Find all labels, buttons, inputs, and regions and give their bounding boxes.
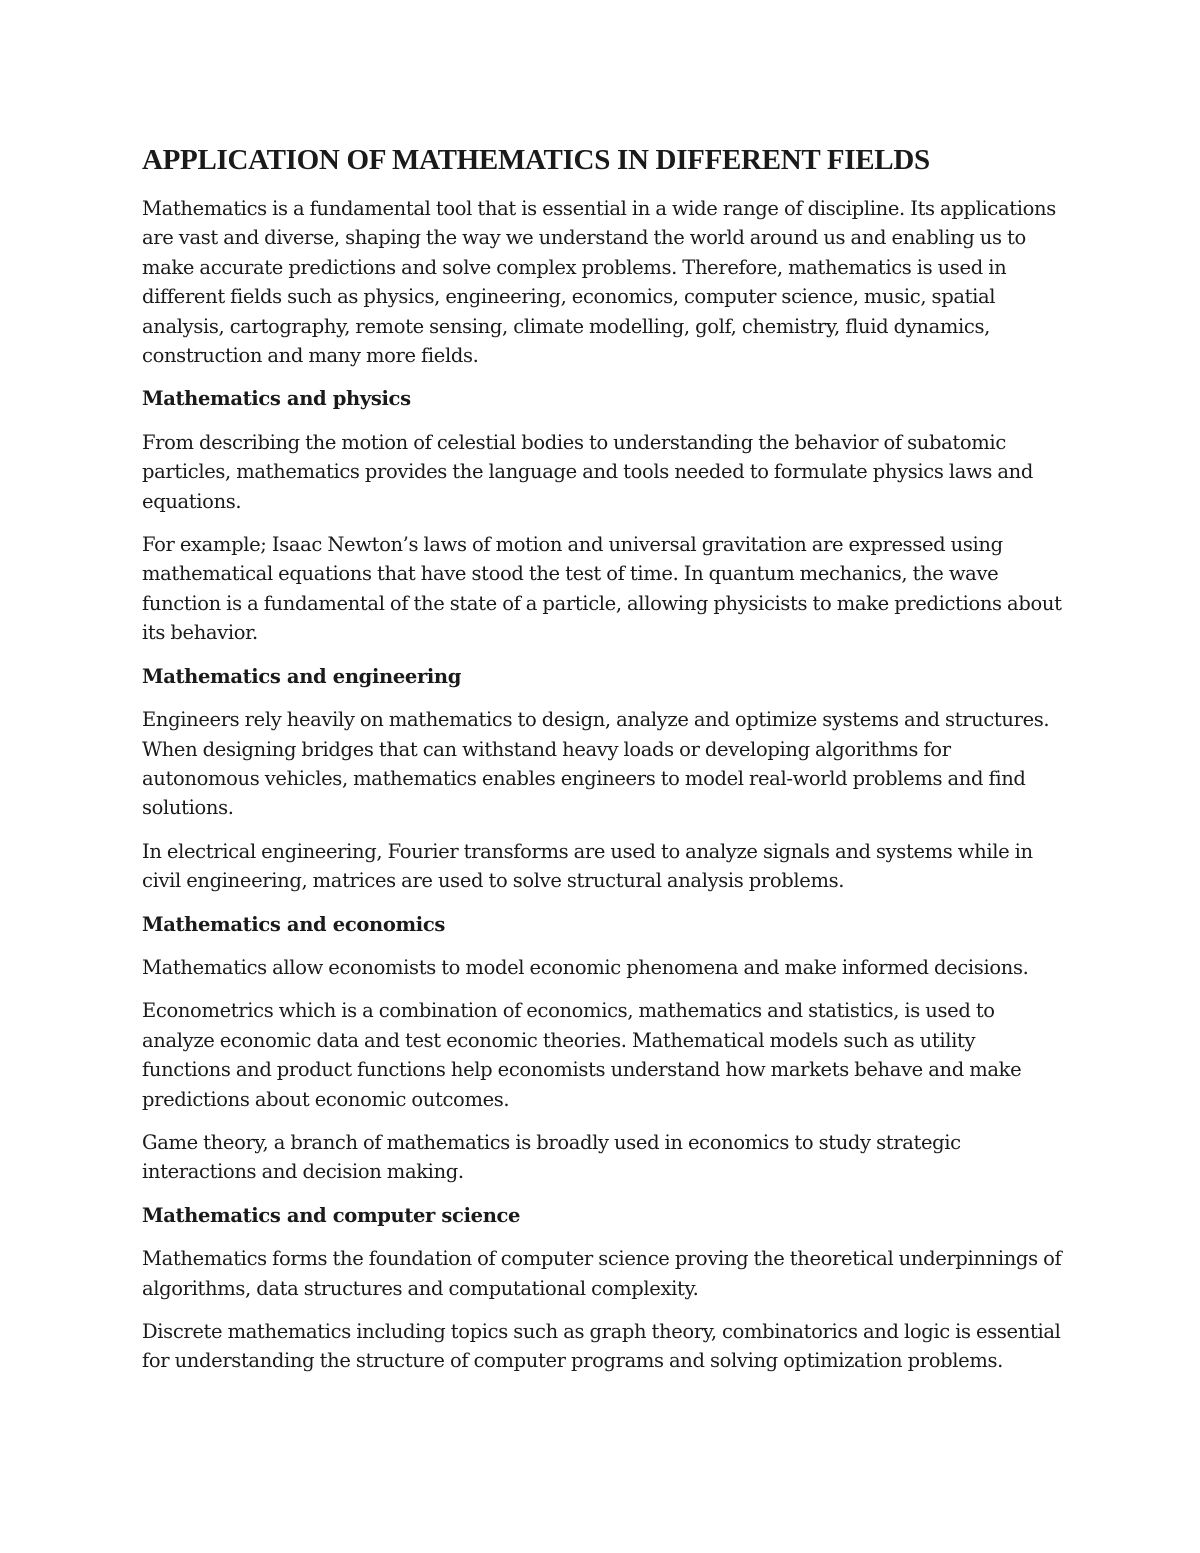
section-computer-science xyxy=(142,1201,1067,1376)
section-economics xyxy=(142,910,1067,1187)
document-page xyxy=(142,140,1067,1390)
section-paragraph: From describing the motion of celestial bodies to understanding the behavior of subatomic particles, mathematics provides the language and tools needed to formulate physics laws and equations. xyxy=(142,430,1033,513)
section-paragraph: Game theory, a branch of mathematics is broadly used in economics to study strategic interactions and decision making. xyxy=(142,1130,961,1184)
document-title: APPLICATION OF MATHEMATICS IN DIFFERENT FIELDS xyxy=(142,144,930,176)
section-paragraph: Econometrics which is a combination of economics, mathematics and statistics, is used to analyze economic data and test economic theories. Mathematical models such as utility functions and product functions help economists understand how markets behave and make predictions about economic outcomes. xyxy=(142,999,1022,1111)
intro-paragraph: Mathematics is a fundamental tool that is essential in a wide range of discipline. Its applications are vast and diverse, shaping the way we understand the world around us and enabling us to make accurate predictions and solve complex problems. Therefore, mathematics is used in different fields such as physics, engineering, economics, computer science, music, spatial analysis, cartography, remote sensing, climate modelling, golf, chemistry, fluid dynamics, construction and many more fields. xyxy=(142,197,1056,368)
section-heading: Mathematics and computer science xyxy=(142,1203,521,1227)
section-heading: Mathematics and economics xyxy=(142,912,445,936)
section-heading: Mathematics and physics xyxy=(142,387,411,411)
section-physics xyxy=(142,384,1067,647)
section-paragraph: In electrical engineering, Fourier transforms are used to analyze signals and systems while in civil engineering, matrices are used to solve structural analysis problems. xyxy=(142,839,1033,893)
section-heading: Mathematics and engineering xyxy=(142,664,462,688)
section-paragraph: Mathematics forms the foundation of computer science proving the theoretical underpinnings of algorithms, data structures and computational complexity. xyxy=(142,1247,1062,1300)
section-paragraph: Mathematics allow economists to model economic phenomena and make informed decisions. xyxy=(142,955,1029,979)
section-paragraph: Engineers rely heavily on mathematics to design, analyze and optimize systems and structures. When designing bridges that can withstand heavy loads or developing algorithms for autonomous vehicles, mathematics enables engineers to model real-world problems and find solutions. xyxy=(142,708,1050,820)
section-paragraph: Discrete mathematics including topics such as graph theory, combinatorics and logic is essential for understanding the structure of computer programs and solving optimization problems. xyxy=(142,1320,1061,1373)
section-paragraph: For example; Isaac Newton’s laws of motion and universal gravitation are expressed using mathematical equations that have stood the test of time. In quantum mechanics, the wave function is a fundamental of the state of a particle, allowing physicists to make predictions about its behavior. xyxy=(142,533,1062,645)
section-engineering xyxy=(142,662,1067,896)
